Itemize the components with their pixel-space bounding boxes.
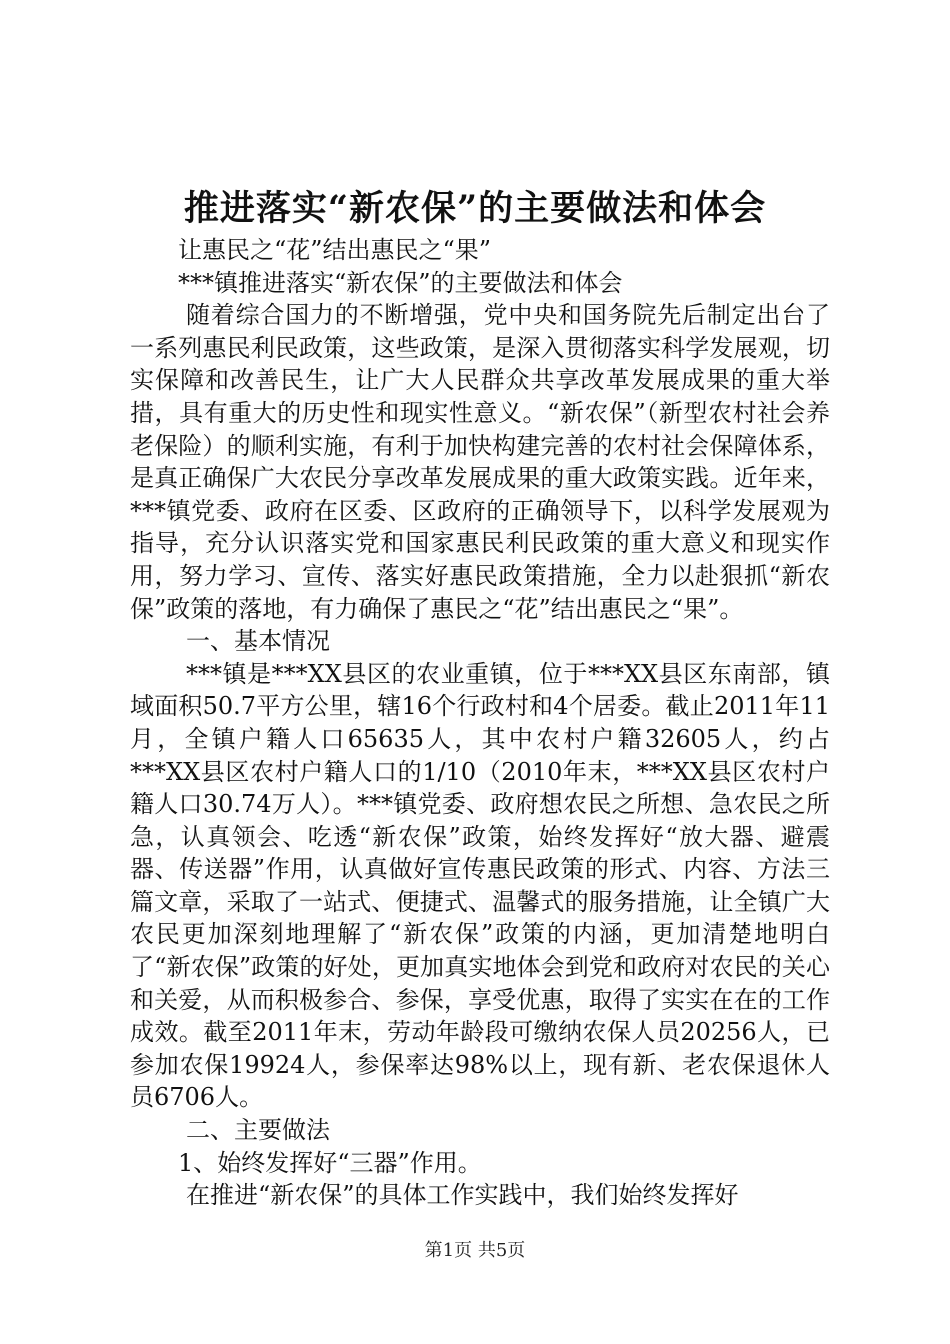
document-body — [130, 234, 830, 1212]
document-subtitle: 让惠民之“花”结出惠民之“果” — [178, 236, 492, 264]
document-title: 推进落实“新农保”的主要做法和体会 — [183, 188, 767, 229]
document-subheading: ***镇推进落实“新农保”的主要做法和体会 — [178, 268, 623, 297]
page-number-footer: 第1页 共5页 — [424, 1240, 526, 1261]
intro-paragraph: 随着综合国力的不断增强，党中央和国务院先后制定出台了一系列惠民利民政策，这些政策，是深入贯彻落实科学发展观，切实保障和改善民生，让广大人民群众共享改革发展成果的重大举措，具有重大的历史性和现实性意义。“新农保”（新型农村社会养老保险）的顺利实施，有利于加快构建完善的农村社会保障体系，是真正确保广大农民分享改革发展成果的重大政策实践。近年来，***镇党委、政府在区委、区政府的正确领导下，以科学发展观为指导，充分认识落实党和国家惠民利民政策的重大意义和现实作用，努力学习、宣传、落实好惠民政策措施，全力以赴狠抓“新农保”政策的落地，有力确保了惠民之“花”结出惠民之“果”。 — [130, 301, 830, 623]
section1-paragraph: ***镇是***XX县区的农业重镇，位于***XX县区东南部，镇域面积50.7平方公里，辖16个行政村和4个居委。截止2011年11月，全镇户籍人口65635人，其中农村户籍32605人，约占***XX县区农村户籍人口的1/10（2010年末，***XX县区农村户籍人口30.74万人）。***镇党委、政府想农民之所想、急农民之所急，认真领会、吃透“新农保”政策，始终发挥好“放大器、避震器、传送器”作用，认真做好宣传惠民政策的形式、内容、方法三篇文章，采取了一站式、便捷式、温馨式的服务措施，让全镇广大农民更加深刻地理解了“新农保”政策的内涵，更加清楚地明白了“新农保”政策的好处，更加真实地体会到党和政府对农民的关心和关爱，从而积极参合、参保，享受优惠，取得了实实在在的工作成效。截至2011年末，劳动年龄段可缴纳农保人员20256人，已参加农保19924人，参保率达98%以上，现有新、老农保退休人员6706人。 — [130, 659, 830, 1112]
section1-heading: 一、基本情况 — [186, 627, 330, 656]
section2-item1: 1、始终发挥好“三器”作用。 — [178, 1148, 482, 1177]
section2-paragraph-start: 在推进“新农保”的具体工作实践中，我们始终发挥好 — [186, 1181, 739, 1210]
section2-heading: 二、主要做法 — [186, 1116, 330, 1145]
